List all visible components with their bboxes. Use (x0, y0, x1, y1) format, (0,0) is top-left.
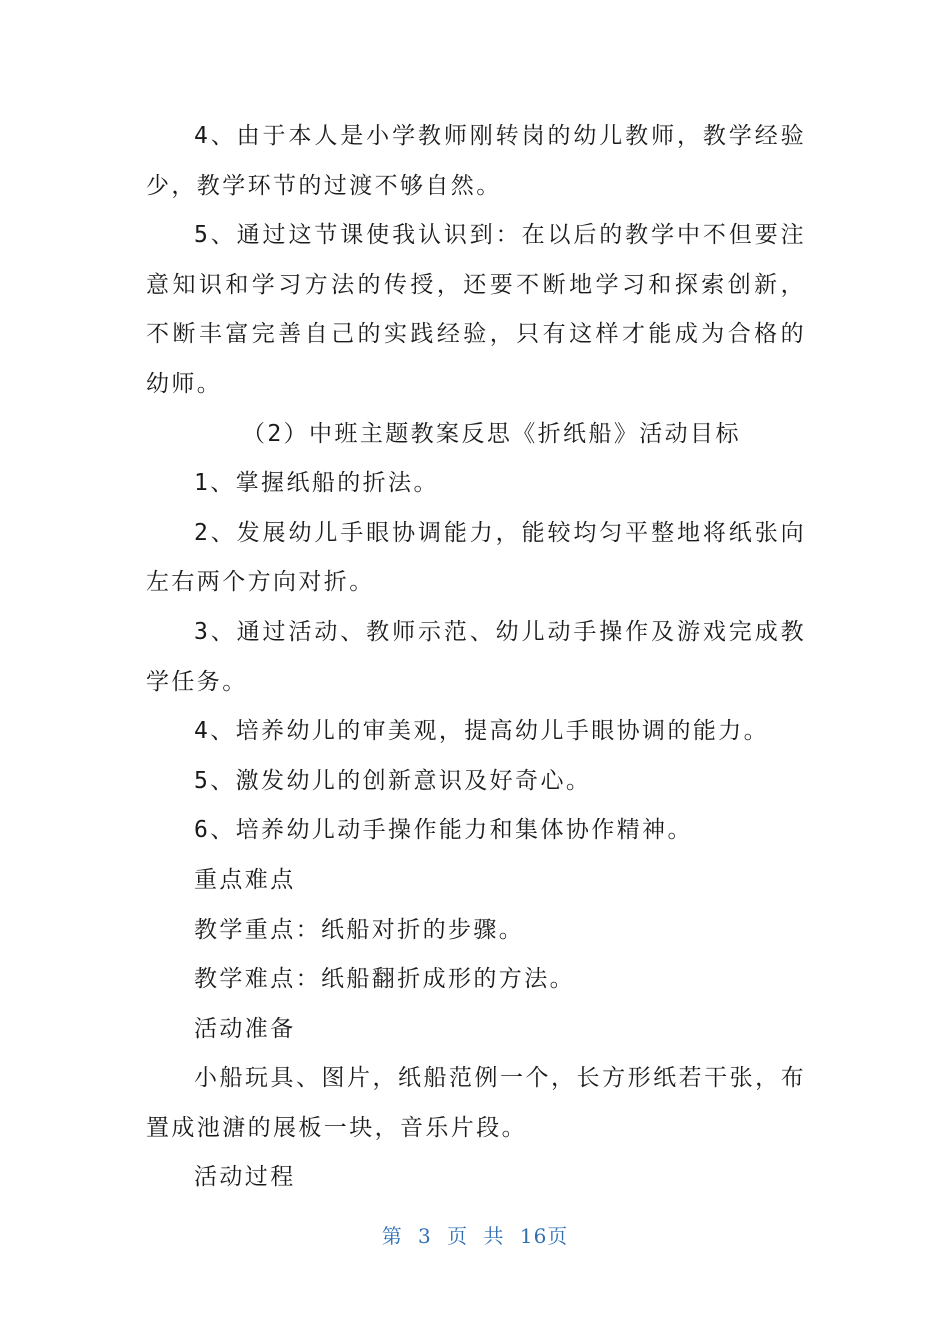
footer-total-label: 共 (483, 1224, 505, 1248)
paragraph-goal-4: 4、培养幼儿的审美观，提高幼儿手眼协调的能力。 (194, 718, 770, 745)
footer-current-page: 3 (418, 1224, 432, 1248)
footer-page-label: 页 (447, 1224, 469, 1248)
section-title-process: 活动过程 (194, 1164, 296, 1191)
paragraph-goal-3: 3、通过活动、教师示范、幼儿动手操作及游戏完成教学任务。 (146, 618, 806, 695)
paragraph-goal-1: 1、掌握纸船的折法。 (194, 470, 439, 497)
paragraph-goal-6: 6、培养幼儿动手操作能力和集体协作精神。 (194, 817, 693, 844)
footer-prefix: 第 (381, 1224, 403, 1248)
section-title-key-points: 重点难点 (194, 866, 296, 893)
footer-total-pages: 16页 (519, 1224, 569, 1248)
section-title-goals: （2）中班主题教案反思《折纸船》活动目标 (242, 420, 741, 447)
paragraph-goal-5: 5、激发幼儿的创新意识及好奇心。 (194, 767, 592, 794)
paragraph-teaching-difficulty: 教学难点：纸船翻折成形的方法。 (194, 966, 575, 993)
paragraph-materials: 小船玩具、图片，纸船范例一个，长方形纸若干张，布置成池溏的展板一块，音乐片段。 (146, 1065, 806, 1141)
section-title-preparation: 活动准备 (194, 1015, 296, 1042)
paragraph-reflection-5: 5、通过这节课使我认识到：在以后的教学中不但要注意知识和学习方法的传授，还要不断地学习和探索创新，不断丰富完善自己的实践经验，只有这样才能成为合格的幼师。 (146, 222, 806, 397)
document-body (146, 112, 806, 1203)
paragraph-goal-2: 2、发展幼儿手眼协调能力，能较均匀平整地将纸张向左右两个方向对折。 (146, 519, 806, 596)
page-footer (0, 1220, 950, 1249)
paragraph-teaching-focus: 教学重点：纸船对折的步骤。 (194, 916, 525, 943)
paragraph-reflection-4: 4、由于本人是小学教师刚转岗的幼儿教师，教学经验少，教学环节的过渡不够自然。 (146, 123, 806, 199)
